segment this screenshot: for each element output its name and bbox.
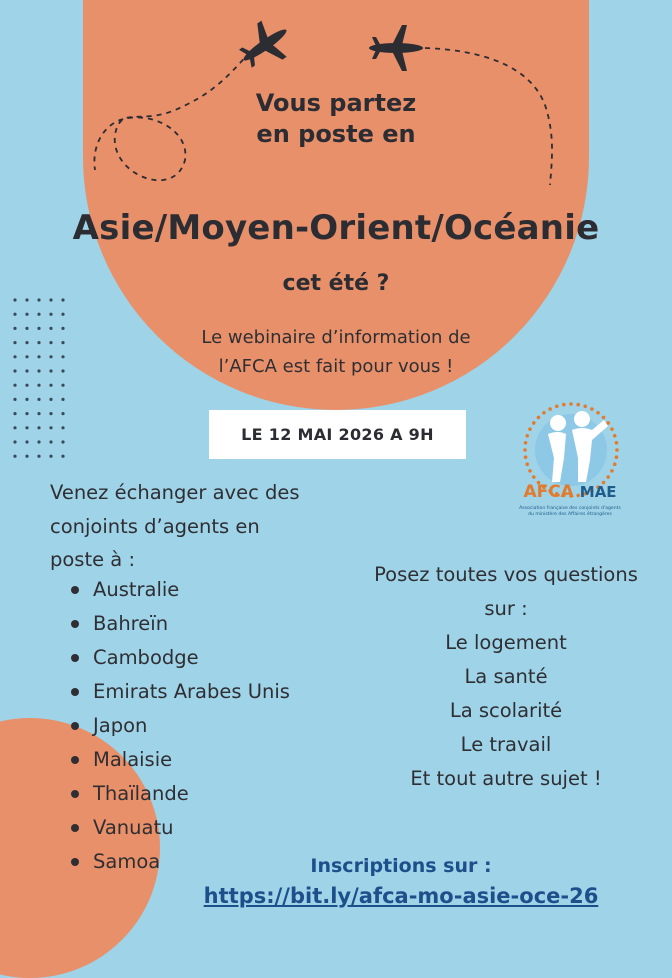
questions-block [350, 558, 662, 796]
questions-line-2: sur : [484, 597, 528, 620]
grid-dot [13, 398, 16, 401]
list-item: Japon [50, 709, 290, 743]
ring-dot [528, 427, 532, 431]
grid-dot [13, 426, 16, 429]
grid-dot [37, 298, 40, 301]
questions-line-1: Posez toutes vos questions [374, 563, 638, 586]
ring-dot [523, 448, 527, 452]
grid-dot [25, 313, 28, 316]
grid-dot [49, 369, 52, 372]
ring-dot [610, 469, 614, 473]
ring-dot [537, 416, 541, 420]
list-item: Samoa [50, 845, 290, 879]
heading-line-1: Vous partez [255, 89, 417, 117]
grid-dot [49, 298, 52, 301]
date-banner: LE 12 MAI 2026 A 9H [209, 410, 466, 459]
grid-dot [25, 327, 28, 330]
ring-dot [606, 475, 610, 479]
grid-dot [13, 455, 16, 458]
grid-dot [49, 313, 52, 316]
topic-item: La scolarité [449, 699, 563, 722]
grid-dot [25, 440, 28, 443]
logo-subtitle-line-1: Association française des conjoints d'agents [519, 506, 621, 511]
ring-dot [528, 469, 532, 473]
grid-dot [37, 327, 40, 330]
grid-dot [25, 369, 28, 372]
signup-title: Inscriptions sur : [310, 855, 492, 877]
topic-item: Le travail [460, 733, 552, 756]
ring-dot [610, 427, 614, 431]
grid-dot [49, 455, 52, 458]
grid-dot [61, 398, 64, 401]
logo-subtitle [505, 506, 635, 518]
grid-dot [13, 412, 16, 415]
airplane-icon [369, 25, 423, 71]
grid-dot [37, 412, 40, 415]
ring-dot [542, 411, 546, 415]
grid-dot [61, 355, 64, 358]
ring-dot [548, 407, 552, 411]
topic-item: La santé [464, 665, 548, 688]
list-item: Thaïlande [50, 777, 290, 811]
list-item: Australie [50, 573, 290, 607]
grid-dot [49, 384, 52, 387]
grid-dot [37, 313, 40, 316]
grid-dot [49, 355, 52, 358]
grid-dot [13, 313, 16, 316]
grid-dot [49, 341, 52, 344]
grid-dot [13, 327, 16, 330]
intro-text [150, 323, 522, 381]
grid-dot [37, 355, 40, 358]
ring-dot [615, 455, 619, 459]
grid-dot [49, 426, 52, 429]
list-item: Malaisie [50, 743, 290, 777]
grid-dot [25, 455, 28, 458]
grid-dot [37, 341, 40, 344]
heading-region: Asie/Moyen-Orient/Océanie [72, 208, 600, 248]
left-line-1: Venez échanger avec des [50, 481, 300, 504]
ring-dot [613, 434, 617, 438]
ring-dot [596, 411, 600, 415]
ring-dot [524, 455, 528, 459]
country-list [50, 573, 290, 879]
grid-dot [25, 412, 28, 415]
grid-dot [25, 355, 28, 358]
ring-dot [532, 475, 536, 479]
logo-name [505, 482, 635, 502]
logo-name-main: AFCA [523, 482, 574, 502]
ring-dot [555, 404, 559, 408]
grid-dot [37, 384, 40, 387]
ring-dot [569, 402, 573, 406]
grid-dot [61, 440, 64, 443]
grid-dot [61, 426, 64, 429]
ring-dot [532, 421, 536, 425]
left-line-3: poste à : [50, 548, 136, 571]
topic-item: Et tout autre sujet ! [410, 767, 602, 790]
intro-line-1: Le webinaire d’information de [201, 327, 471, 348]
grid-dot [49, 440, 52, 443]
ring-dot [615, 441, 619, 445]
left-intro [50, 476, 350, 577]
grid-dot [13, 384, 16, 387]
grid-dot [13, 440, 16, 443]
list-item: Bahreïn [50, 607, 290, 641]
grid-dot [25, 384, 28, 387]
ring-dot [583, 404, 587, 408]
logo-subtitle-line-2: du ministère des Affaires étrangères [528, 512, 612, 517]
grid-dot [61, 313, 64, 316]
ring-dot [606, 421, 610, 425]
grid-dot [49, 398, 52, 401]
dotted-grid [10, 296, 70, 466]
ring-dot [524, 441, 528, 445]
left-line-2: conjoints d’agents en [50, 514, 260, 538]
ring-dot [525, 462, 529, 466]
grid-dot [61, 369, 64, 372]
grid-dot [49, 412, 52, 415]
grid-dot [25, 298, 28, 301]
grid-dot [49, 327, 52, 330]
grid-dot [25, 398, 28, 401]
list-item: Emirats Arabes Unis [50, 675, 290, 709]
ring-dot [613, 462, 617, 466]
grid-dot [61, 327, 64, 330]
grid-dot [37, 426, 40, 429]
grid-dot [13, 355, 16, 358]
grid-dot [13, 369, 16, 372]
ring-dot [590, 407, 594, 411]
grid-dot [61, 298, 64, 301]
grid-dot [61, 455, 64, 458]
grid-dot [61, 384, 64, 387]
grid-dot [13, 341, 16, 344]
grid-dot [13, 298, 16, 301]
grid-dot [25, 341, 28, 344]
grid-dot [37, 455, 40, 458]
grid-dot [37, 440, 40, 443]
ring-dot [525, 434, 529, 438]
ring-dot [615, 448, 619, 452]
signup-link[interactable]: https://bit.ly/afca-mo-asie-oce-26 [203, 884, 599, 908]
heading-season: cet été ? [282, 271, 390, 296]
grid-dot [25, 426, 28, 429]
ring-dot [562, 403, 566, 407]
heading-question [150, 88, 522, 150]
heading-line-2: en poste en [256, 120, 416, 148]
list-item: Cambodge [50, 641, 290, 675]
grid-dot [37, 398, 40, 401]
intro-line-2: l’AFCA est fait pour vous ! [218, 356, 454, 377]
ring-dot [602, 416, 606, 420]
topic-item: Le logement [445, 631, 567, 654]
grid-dot [61, 412, 64, 415]
grid-dot [61, 341, 64, 344]
grid-dot [37, 369, 40, 372]
afca-logo-icon [512, 376, 630, 526]
airplane-icon [231, 12, 299, 78]
ring-dot [576, 403, 580, 407]
logo-name-suffix: MAE [579, 483, 617, 501]
list-item: Vanuatu [50, 811, 290, 845]
